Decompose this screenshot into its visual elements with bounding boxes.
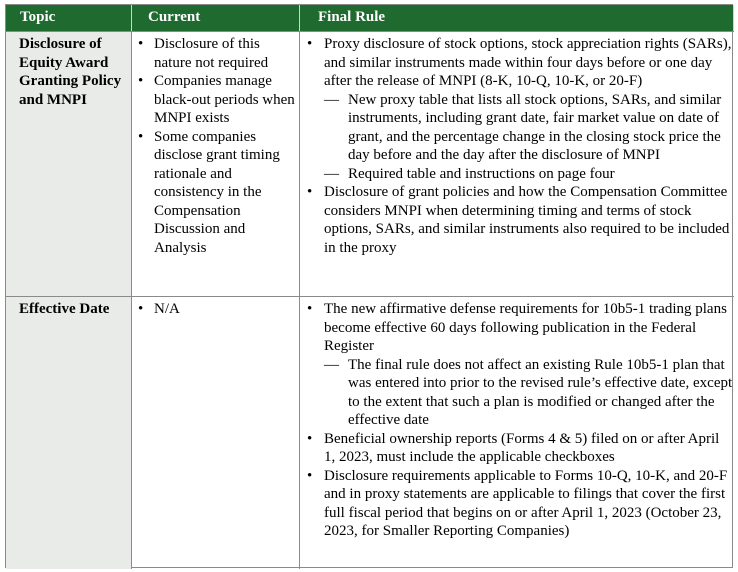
item-text: Some companies disclose grant timing rationale and consistency in the Compensation Discussion and Analysis bbox=[154, 128, 280, 256]
list-item bbox=[300, 183, 734, 257]
item-text: Disclosure of grant policies and how the Compensation Committee considers MNPI when determining timing and terms of stock options, SARs, and similar instruments also required to be included in the proxy bbox=[324, 184, 730, 256]
item-text: Disclosure of this nature not required bbox=[154, 36, 269, 71]
item-text: The new affirmative defense requirements for 10b5-1 trading plans become effective 60 days following publication in the Federal Register bbox=[324, 301, 727, 354]
list-item bbox=[300, 467, 734, 541]
list-item bbox=[300, 430, 734, 467]
sub-list-item bbox=[300, 356, 734, 430]
item-text: New proxy table that lists all stock options, SARs, and similar instruments, including grant date, fair market value on date of grant, and the percentage change in the closing stock price the day before and the day after the disclosure of MNPI bbox=[348, 91, 722, 163]
current-cell bbox=[132, 31, 300, 296]
sub-list-item bbox=[300, 91, 734, 165]
list-item bbox=[132, 128, 299, 258]
comparison-table bbox=[5, 4, 733, 568]
bullet-marker: • bbox=[307, 184, 313, 200]
bullet-marker: • bbox=[307, 467, 313, 484]
item-text: Proxy disclosure of stock options, stock appreciation rights (SARs), and similar instruments made within four days before or one day after the release of MNPI (8-K, 10-Q, 10-K, or 20-F) bbox=[324, 36, 732, 89]
sub-list-item bbox=[300, 165, 734, 184]
list-item bbox=[300, 35, 734, 91]
item-text: Beneficial ownership reports (Forms 4 & 5) filed on or after April 1, 2023, must include the applicable checkboxes bbox=[324, 430, 720, 465]
bullet-marker: • bbox=[138, 301, 144, 317]
item-text: N/A bbox=[154, 301, 180, 317]
dash-marker: — bbox=[324, 91, 339, 108]
dash-marker: — bbox=[324, 356, 339, 373]
bullet-marker: • bbox=[138, 128, 144, 145]
item-text: Required table and instructions on page four bbox=[348, 165, 615, 182]
current-cell bbox=[132, 296, 300, 569]
bullet-marker: • bbox=[307, 430, 313, 447]
item-text: Disclosure requirements applicable to Forms 10-Q, 10-K, and 20-F and in proxy statements are applicable to filings that cover the first full fiscal period that begins on or after April 1, 2023 (October 23, 2023, for Smaller Reporting Companies) bbox=[324, 467, 728, 539]
row-topic: Effective Date bbox=[6, 296, 132, 569]
final-rule-cell bbox=[300, 296, 734, 569]
list-item bbox=[132, 72, 299, 128]
item-text: The final rule does not affect an existing Rule 10b5-1 plan that was entered into prior to the revised rule’s effective date, except to the extent that such a plan is modified or changed after the effective date bbox=[348, 356, 733, 428]
bullet-marker: • bbox=[138, 73, 144, 89]
list-item bbox=[132, 300, 299, 319]
list-item bbox=[132, 35, 299, 72]
header-topic: Topic bbox=[6, 5, 132, 31]
bullet-marker: • bbox=[307, 36, 313, 52]
row-topic: Disclosure of Equity Award Granting Policy and MNPI bbox=[6, 31, 132, 296]
bullet-marker: • bbox=[307, 301, 313, 317]
final-rule-cell bbox=[300, 31, 734, 296]
header-final-rule: Final Rule bbox=[300, 5, 734, 31]
dash-marker: — bbox=[324, 165, 339, 182]
header-current: Current bbox=[132, 5, 300, 31]
bullet-marker: • bbox=[138, 36, 144, 52]
item-text: Companies manage black-out periods when MNPI exists bbox=[154, 73, 295, 126]
list-item bbox=[300, 300, 734, 356]
